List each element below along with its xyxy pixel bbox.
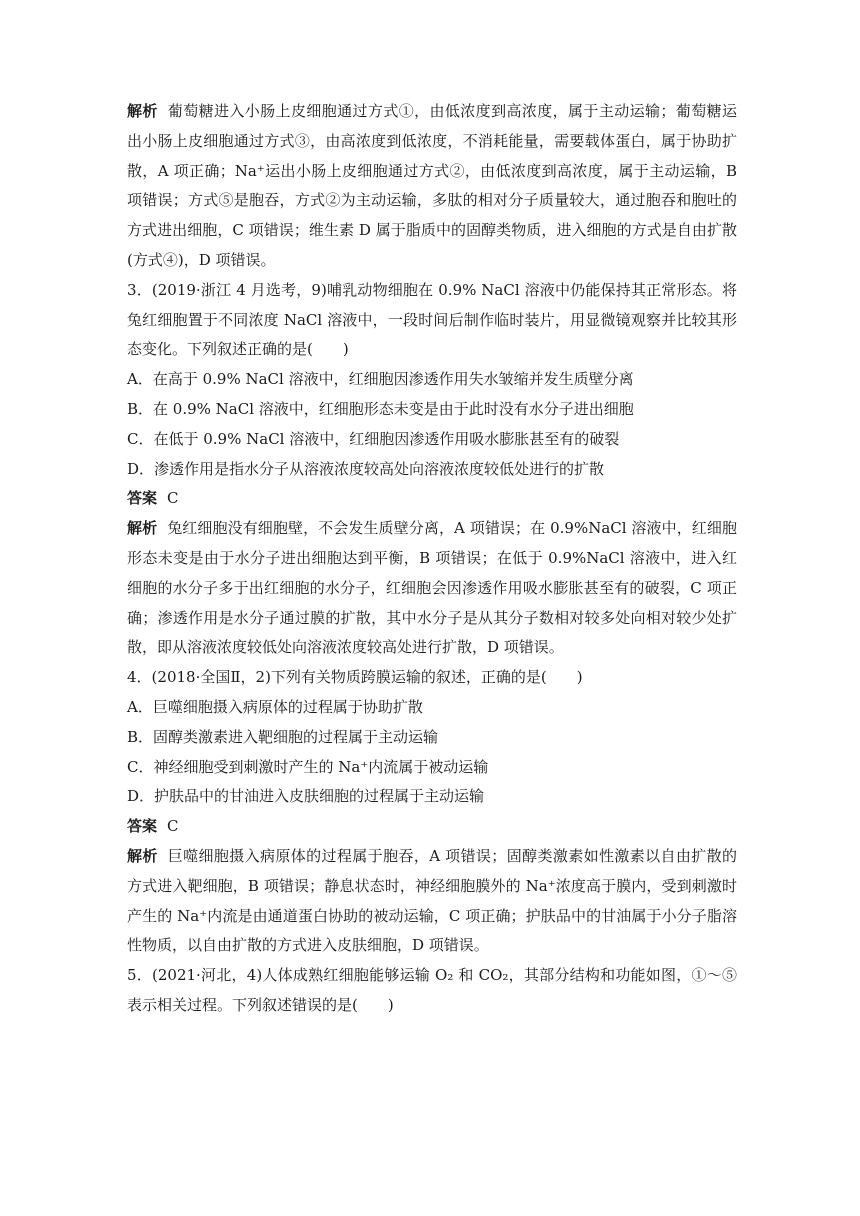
analysis-label: 解析 xyxy=(127,519,158,538)
answer-value: C xyxy=(167,817,179,836)
analysis-paragraph-1 xyxy=(127,97,737,276)
answer-label: 答案 xyxy=(127,817,158,836)
question-3-analysis xyxy=(127,514,737,663)
question-4-option-b: B．固醇类激素进入靶细胞的过程属于主动运输 xyxy=(127,727,439,746)
analysis-label: 解析 xyxy=(127,846,158,865)
analysis-label: 解析 xyxy=(127,102,158,120)
question-5-stem: 5．(2021·河北，4)人体成熟红细胞能够运输 O₂ 和 CO₂，其部分结构和功能如图，①～⑤表示相关过程。下列叙述错误的是( ) xyxy=(127,966,737,1014)
question-4-option-a: A．巨噬细胞摄入病原体的过程属于协助扩散 xyxy=(127,697,423,716)
question-4-stem: 4．(2018·全国Ⅱ，2)下列有关物质跨膜运输的叙述，正确的是( ) xyxy=(127,668,583,687)
analysis-text: 兔红细胞没有细胞壁，不会发生质壁分离，A 项错误；在 0.9%NaCl 溶液中，红细胞形态未变是由于水分子进出细胞达到平衡，B 项错误；在低于 0.9%NaCl 溶液中，进入红细胞的水分子多于出红细胞的水分子，红细胞会因渗透作用吸水膨胀甚至有的破裂，C 项正确；渗透作用是水分子通过膜的扩散，其中水分子是从其分子数相对较多处向相对较少处扩散，即从溶液浓度较低处向溶液浓度较高处进行扩散，D 项错误。 xyxy=(127,519,737,657)
question-4-option-d: D．护肤品中的甘油进入皮肤细胞的过程属于主动运输 xyxy=(127,787,485,806)
question-3-option-d: D．渗透作用是指水分子从溶液浓度较高处向溶液浓度较低处进行的扩散 xyxy=(127,459,605,478)
question-4-analysis xyxy=(127,842,737,961)
question-4-option-c: C．神经细胞受到刺激时产生的 Na⁺内流属于被动运输 xyxy=(127,757,489,776)
question-3-option-b: B．在 0.9% NaCl 溶液中，红细胞形态未变是由于此时没有水分子进出细胞 xyxy=(127,399,634,418)
analysis-text: 葡萄糖进入小肠上皮细胞通过方式①，由低浓度到高浓度，属于主动运输；葡萄糖运出小肠上皮细胞通过方式③，由高浓度到低浓度，不消耗能量，需要载体蛋白，属于协助扩散，A 项正确；Na⁺运出小肠上皮细胞通过方式②，由低浓度到高浓度，属于主动运输，B 项错误；方式⑤是胞吞，方式②为主动运输，多肽的相对分子质量较大，通过胞吞和胞吐的方式进出细胞，C 项错误；维生素 D 属于脂质中的固醇类物质，进入细胞的方式是自由扩散(方式④)，D 项错误。 xyxy=(127,102,737,269)
question-3-answer xyxy=(127,484,737,514)
analysis-text: 巨噬细胞摄入病原体的过程属于胞吞，A 项错误；固醇类激素如性激素以自由扩散的方式进入靶细胞，B 项错误；静息状态时，神经细胞膜外的 Na⁺浓度高于膜内，受到刺激时产生的 Na⁺内流是由通道蛋白协助的被动运输，C 项正确；护肤品中的甘油属于小分子脂溶性物质，以自由扩散的方式进入皮肤细胞，D 项错误。 xyxy=(127,846,737,955)
question-3-stem: 3．(2019·浙江 4 月选考，9)哺乳动物细胞在 0.9% NaCl 溶液中仍能保持其正常形态。将兔红细胞置于不同浓度 NaCl 溶液中，一段时间后制作临时装片，用显微镜观察并比较其形态变化。下列叙述正确的是( ) xyxy=(127,280,737,359)
question-3-option-a: A．在高于 0.9% NaCl 溶液中，红细胞因渗透作用失水皱缩并发生质壁分离 xyxy=(127,370,634,389)
question-4-answer xyxy=(127,812,737,842)
question-3-option-c: C．在低于 0.9% NaCl 溶液中，红细胞因渗透作用吸水膨胀甚至有的破裂 xyxy=(127,429,620,448)
answer-value: C xyxy=(167,489,179,508)
document-page xyxy=(127,97,737,1021)
answer-label: 答案 xyxy=(127,489,158,508)
